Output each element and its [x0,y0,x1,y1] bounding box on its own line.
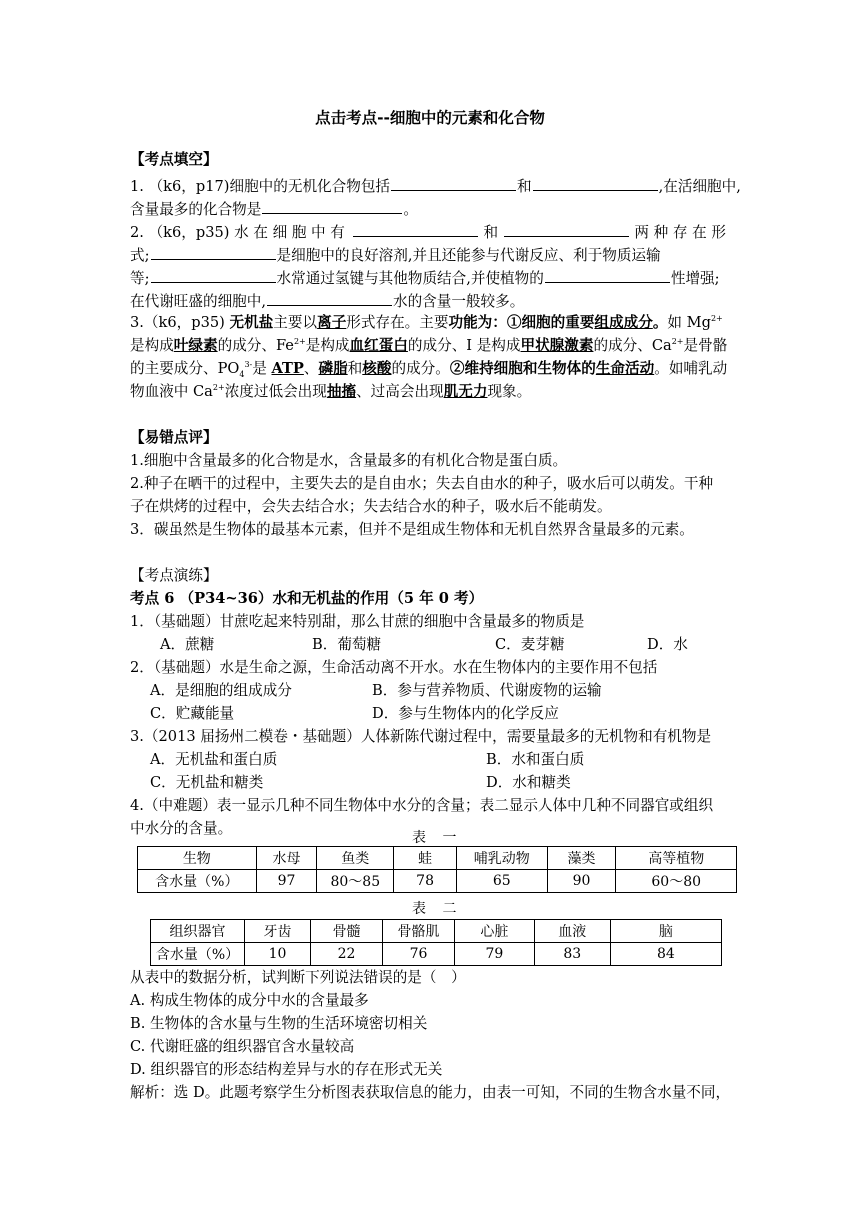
fill-q1-line1 [130,175,741,197]
table-1-cell: 78 [394,870,457,893]
fill-q3-sub-1: 4 [239,369,245,379]
question-4-option-c: C. 代谢旺盛的组织器官含水量较高 [130,1038,355,1055]
fill-q3-l3-e: 磷脂 [318,360,348,377]
table-1-header-cell: 生物 [138,847,257,870]
table-2-header-cell: 心脏 [455,920,535,943]
table-1 [137,846,737,893]
fill-q1-line2 [130,198,418,220]
fill-blank-8 [545,267,670,283]
fill-q2-text-f: 等; [130,270,150,287]
fill-q3-l3-c: ATP [271,360,304,377]
error-item-2: 2.种子在晒干的过程中，主要失去的是自由水；失去自由水的种子，吸水后可以萌发。干种 [130,475,714,492]
fill-q2-line4 [130,290,524,312]
table-2 [150,919,722,966]
error-item-2-cont: 子在烘烤的过程中，会失去结合水；失去结合水的种子，吸水后不能萌发。 [130,498,612,515]
fill-q3-text-i: 如 Mg [667,314,711,331]
table-2-cell: 79 [455,943,535,966]
question-4-line1: 4.（中难题）表一显示几种不同生物体中水分的含量；表二显示人体中几种不同器官或组织 [130,797,714,814]
question-3-option-a: A．无机盐和蛋白质 [150,751,278,768]
fill-q3-l2-i: 是骨骼 [683,337,728,354]
question-1: 1．（基础题）甘蔗吃起来特别甜，那么甘蔗的细胞中含量最多的物质是 [130,613,585,630]
question-4-option-d: D. 组织器官的形态结构差异与水的存在形式无关 [130,1061,443,1078]
section-fill-heading: 【考点填空】 [130,151,218,168]
question-4-option-b: B. 生物体的含水量与生物的生活环境密切相关 [130,1015,428,1032]
table-2-cell: 76 [383,943,455,966]
fill-blank-6 [151,244,276,260]
fill-q3-l3-d: 、 [303,360,319,377]
fill-q3-sup-1: 2+ [710,314,723,323]
fill-q1-text-d: 含量最多的化合物是 [130,201,262,218]
table-2-header-row [151,920,722,943]
table-2-caption: 表 二 [412,901,463,917]
fill-q3-sup-4: 3- [244,360,253,369]
fill-q3-l2-d: 是构成 [305,337,350,354]
fill-q3-text-h: 。 [652,314,668,331]
fill-q3-text-f: 功能为：①细胞的重要 [448,314,595,331]
fill-q3-l2-e: 血红蛋白 [349,337,408,354]
table-1-header-row [138,847,737,870]
fill-q1-text-a: 1. （k6，p17)细胞中的无机化合物包括 [130,178,391,195]
table-1-header-cell: 高等植物 [616,847,737,870]
fill-q3-text-e: 形式存在。主要 [346,314,449,331]
fill-q2-text-i: 在代谢旺盛的细胞中, [130,293,266,310]
table-2-header-cell: 骨骼肌 [383,920,455,943]
question-4-option-a: A. 构成生物体的成分中水的含量最多 [130,992,369,1009]
fill-q3-l4-b: 浓度过低会出现 [224,383,327,400]
table-1-caption: 表 一 [412,830,463,846]
fill-q3-l3-k: 。如哺乳动 [654,360,728,377]
fill-q2-text-h: 性增强; [670,270,720,287]
section-practice-heading: 【考点演练】 [130,567,218,584]
fill-blank-9 [267,290,392,306]
fill-q3-l4-e: 肌无力 [443,383,488,400]
fill-q3-line4 [130,382,531,402]
question-1-option-c: C．麦芽糖 [495,636,565,653]
table-1-cell: 65 [456,870,547,893]
fill-q3-l3-b: 是 [252,360,267,377]
table-2-cell: 10 [245,943,311,966]
fill-q3-line2 [130,336,727,356]
table-2-header-cell: 牙齿 [245,920,311,943]
fill-blank-7 [151,267,276,283]
question-4-analysis: 解析：选 D。此题考察学生分析图表获取信息的能力，由表一可知，不同的生物含水量不同， [130,1084,731,1101]
fill-q3-l2-b: 叶绿素 [173,337,218,354]
fill-q3-l4-c: 抽搐 [326,383,357,400]
fill-q2-line2 [130,244,661,266]
question-3-option-b: B．水和蛋白质 [486,751,585,768]
page-title: 点击考点--细胞中的元素和化合物 [315,109,545,127]
table-1-header-cell: 水母 [256,847,317,870]
table-1-header-cell: 藻类 [547,847,616,870]
question-2: 2．（基础题）水是生命之源，生命活动离不开水。水在生物体内的主要作用不包括 [130,659,658,676]
question-3-option-d: D．水和糖类 [486,774,571,791]
fill-blank-1 [391,175,516,191]
fill-q3-l3-j: 生命活动 [595,360,655,377]
question-3: 3.（2013 届扬州二模卷・基础题）人体新陈代谢过程中，需要量最多的无机物和有机物是 [130,728,712,745]
question-2-option-d: D．参与生物体内的化学反应 [372,705,559,722]
fill-q3-l3-i: ②维持细胞和生物体的 [449,360,596,377]
fill-q1-text-e: 。 [403,201,418,218]
table-2-data-row [151,943,722,966]
question-1-option-d: D．水 [647,636,688,653]
fill-q2-line3 [130,267,720,289]
fill-blank-4 [353,221,478,237]
question-2-option-b: B．参与营养物质、代谢废物的运输 [372,682,602,699]
table-1-header-cell: 蛙 [394,847,457,870]
fill-q3-text-g: 组成成分 [594,314,653,331]
table-1-cell: 90 [547,870,616,893]
fill-q3-l4-d: 、过高会出现 [356,383,444,400]
error-item-1: 1.细胞中含量最多的化合物是水，含量最多的有机化合物是蛋白质。 [130,452,568,469]
table-2-cell: 83 [534,943,610,966]
question-3-option-c: C．无机盐和糖类 [150,774,264,791]
question-4-ask: 从表中的数据分析，试判断下列说法错误的是（ ） [130,969,466,986]
fill-q3-l2-c: 的成分、Fe [217,337,294,354]
fill-q2-text-g: 水常通过氢键与其他物质结合,并使植物的 [276,270,544,287]
fill-q1-text-b: 和 [517,178,532,195]
table-1-data-row [138,870,737,893]
fill-q3-l2-f: 的成分、I 是构成 [407,337,521,354]
fill-q3-text-b: 无机盐 [229,314,274,331]
question-4-line2: 中水分的含量。 [130,820,233,837]
fill-q3-sup-5: 2+ [212,383,225,392]
fill-q2-text-a: 2. （k6，p35) 水 在 细 胞 中 有 [130,224,345,241]
fill-q3-text-d: 离子 [317,314,347,331]
table-2-cell: 含水量（%） [151,943,245,966]
table-1-cell: 含水量（%） [138,870,257,893]
table-1-header-cell: 鱼类 [317,847,394,870]
fill-q3-l4-f: 现象。 [487,383,532,400]
fill-q3-l2-h: 的成分、Ca [593,337,672,354]
table-1-cell: 97 [256,870,317,893]
fill-q2-line1 [130,221,726,243]
fill-q1-text-c: ,在活细胞中, [658,178,741,195]
fill-q3-sup-2: 2+ [293,337,306,346]
fill-q3-text-c: 主要以 [273,314,318,331]
fill-q3-l3-g: 核酸 [362,360,392,377]
question-1-option-b: B．葡萄糖 [312,636,382,653]
table-2-header-cell: 脑 [610,920,721,943]
table-2-header-cell: 骨髓 [311,920,383,943]
table-1-header-cell: 哺乳动物 [456,847,547,870]
fill-q3-l3-f: 和 [347,360,363,377]
practice-topic-heading: 考点 6 （P34~36）水和无机盐的作用（5 年 0 考） [130,590,484,607]
fill-q2-text-e: 是细胞中的良好溶剂,并且还能参与代谢反应、利于物质运输 [276,247,661,264]
question-2-option-c: C．贮藏能量 [150,705,235,722]
fill-q3-text-a: 3.（k6，p35) [130,314,225,331]
error-item-3: 3．碳虽然是生物体的最基本元素，但并不是组成生物体和无机自然界含量最多的元素。 [130,521,694,538]
table-1-cell: 60～80 [616,870,737,893]
fill-q3-l2-a: 是构成 [130,337,174,354]
table-1-cell: 80～85 [317,870,394,893]
question-2-option-a: A．是细胞的组成成分 [150,682,292,699]
fill-q3-l4-a: 物血液中 Ca [130,383,213,400]
fill-q3-sup-3: 2+ [671,337,684,346]
fill-blank-5 [504,221,629,237]
fill-q3-l2-g: 甲状腺激素 [520,337,594,354]
section-error-heading: 【易错点评】 [130,429,218,446]
table-2-header-cell: 血液 [534,920,610,943]
fill-q3-l3-a: 的主要成分、PO [130,360,240,377]
fill-q3-line1 [130,313,723,333]
table-2-header-cell: 组织器官 [151,920,245,943]
fill-blank-3 [262,198,402,214]
table-2-cell: 22 [311,943,383,966]
fill-q2-text-d: 式; [130,247,150,264]
fill-q3-l3-h: 的成分。 [391,360,450,377]
fill-blank-2 [533,175,658,191]
fill-q2-text-c: 两 种 存 在 形 [634,224,726,241]
question-1-option-a: A．蔗糖 [160,636,215,653]
fill-q2-text-j: 水的含量一般较多。 [392,293,525,310]
table-2-cell: 84 [610,943,721,966]
fill-q2-text-b: 和 [483,224,499,241]
